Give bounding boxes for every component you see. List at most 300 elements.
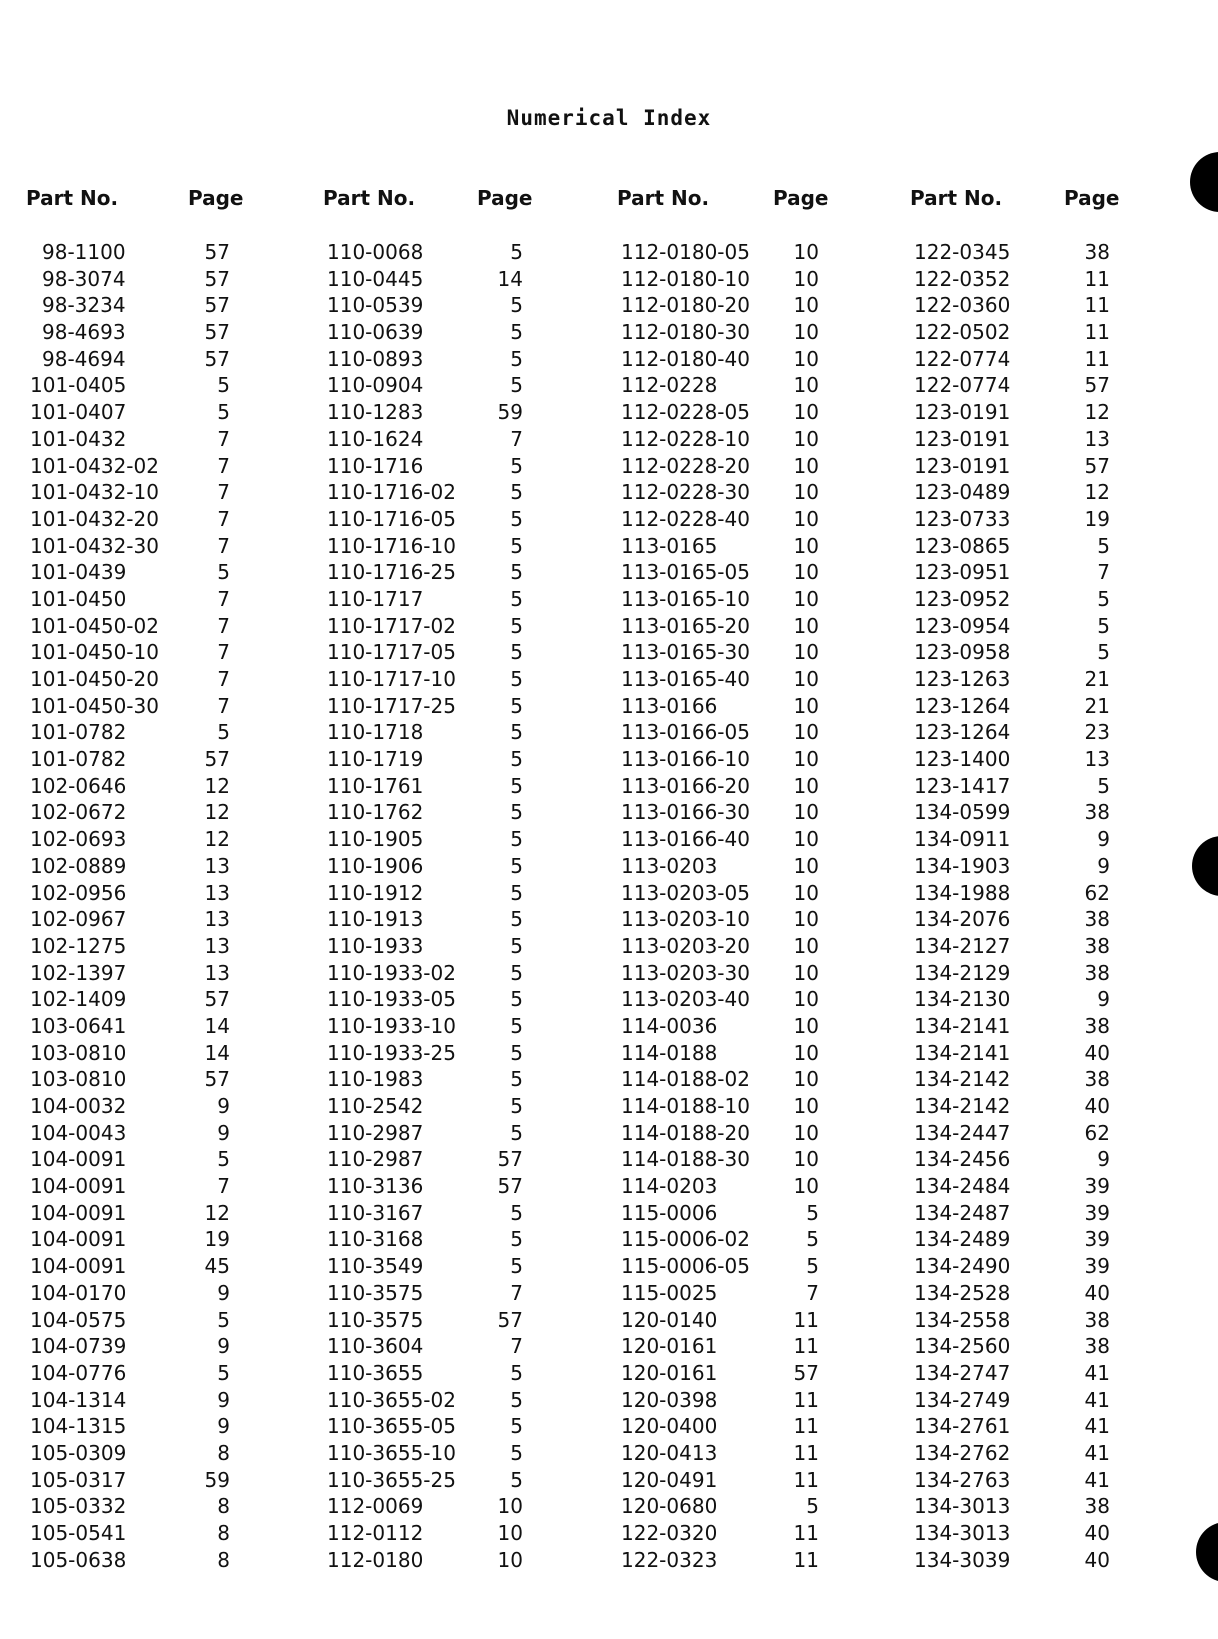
page-number: 7	[217, 667, 230, 691]
part-number: 122-0320	[621, 1521, 718, 1545]
part-number: 101-0782	[30, 747, 127, 772]
page-number: 9	[217, 1094, 230, 1118]
page-number: 7	[217, 693, 230, 718]
part-number: 103-0641	[30, 1013, 127, 1038]
part-number: 134-2528	[914, 1280, 1011, 1305]
part-number: 113-0165-20	[621, 613, 750, 638]
part-number: 110-1912	[327, 880, 424, 905]
part-number: 102-0672	[30, 800, 127, 825]
part-number: 113-0203	[621, 853, 718, 878]
part-number: 110-1716-25	[327, 560, 456, 585]
part-number: 110-0639	[327, 320, 424, 345]
page-number: 40	[1084, 1094, 1110, 1118]
part-number: 134-2129	[914, 960, 1011, 985]
part-number: 113-0166-10	[621, 747, 750, 772]
page-number: 5	[510, 240, 523, 264]
page-number: 11	[1084, 346, 1110, 371]
part-number: 114-0203	[621, 1174, 718, 1199]
page-number: 10	[793, 240, 819, 264]
page-number: 10	[793, 640, 819, 665]
page-number: 10	[793, 480, 819, 505]
part-no-header: Part No.	[26, 186, 119, 210]
page-number: 7	[217, 586, 230, 611]
page-number: 5	[510, 480, 523, 505]
part-number: 123-0952	[914, 586, 1011, 611]
part-number: 110-0904	[327, 373, 424, 398]
part-number: 120-0161	[621, 1360, 718, 1385]
page-number: 12	[204, 800, 230, 825]
part-number: 123-0191	[914, 426, 1011, 451]
page-number: 11	[1084, 320, 1110, 345]
page-number: 11	[793, 1334, 819, 1359]
page-header: Page	[773, 186, 829, 210]
page-number: 10	[497, 1494, 523, 1519]
page-number: 7	[1097, 560, 1110, 585]
part-number: 115-0006-02	[621, 1227, 750, 1252]
page-number: 9	[217, 1120, 230, 1145]
page-number: 39	[1084, 1254, 1110, 1279]
page-number: 38	[1084, 907, 1110, 932]
part-number: 110-3167	[327, 1200, 424, 1225]
part-number: 134-2761	[914, 1414, 1011, 1439]
part-number: 112-0069	[327, 1494, 424, 1519]
page-number: 10	[793, 266, 819, 291]
page-number: 5	[806, 1494, 819, 1519]
part-number: 102-0693	[30, 827, 127, 852]
part-number: 101-0450-30	[30, 693, 159, 718]
page-number: 10	[497, 1521, 523, 1545]
part-number: 110-0539	[327, 293, 424, 318]
page-number: 41	[1084, 1414, 1110, 1439]
part-number: 110-3549	[327, 1254, 424, 1279]
part-number: 112-0180-10	[621, 266, 750, 291]
page-number: 5	[217, 373, 230, 398]
page-title: Numerical Index	[506, 106, 712, 130]
page-number: 13	[204, 880, 230, 905]
part-number: 110-1933-25	[327, 1040, 456, 1065]
page-number: 57	[204, 266, 230, 291]
part-number: 112-0180	[327, 1547, 424, 1572]
page-number: 5	[217, 400, 230, 425]
page-number: 62	[1084, 1120, 1110, 1145]
page-number: 57	[497, 1174, 523, 1199]
page-number: 8	[217, 1494, 230, 1519]
part-number: 123-1263	[914, 667, 1011, 691]
page-number: 5	[510, 800, 523, 825]
page-number: 10	[793, 533, 819, 558]
page-number: 5	[510, 293, 523, 318]
page-number: 5	[217, 720, 230, 745]
page-number: 5	[510, 827, 523, 852]
part-number: 104-0091	[30, 1227, 127, 1252]
part-number: 113-0165-30	[621, 640, 750, 665]
page-number: 5	[510, 560, 523, 585]
part-number: 134-0599	[914, 800, 1011, 825]
page-number: 5	[510, 720, 523, 745]
part-number: 113-0165-10	[621, 586, 750, 611]
page-number: 41	[1084, 1467, 1110, 1492]
page-number: 10	[793, 586, 819, 611]
page-number: 5	[1097, 586, 1110, 611]
part-number: 104-0091	[30, 1200, 127, 1225]
part-number: 105-0317	[30, 1467, 127, 1492]
part-number: 110-1933-02	[327, 960, 456, 985]
page-number: 11	[1084, 293, 1110, 318]
part-number: 123-1400	[914, 747, 1011, 772]
page-number: 11	[793, 1467, 819, 1492]
part-number: 120-0680	[621, 1494, 718, 1519]
page-number: 5	[510, 1094, 523, 1118]
part-number: 134-0911	[914, 827, 1011, 852]
page-number: 9	[1097, 853, 1110, 878]
part-number: 110-3655-25	[327, 1467, 456, 1492]
part-number: 134-1988	[914, 880, 1011, 905]
page-number: 11	[793, 1440, 819, 1465]
page-number: 8	[217, 1440, 230, 1465]
part-number: 110-3575	[327, 1280, 424, 1305]
page-number: 57	[793, 1360, 819, 1385]
part-number: 102-0956	[30, 880, 127, 905]
page-number: 57	[204, 320, 230, 345]
part-number: 122-0345	[914, 240, 1011, 264]
part-number: 114-0188-10	[621, 1094, 750, 1118]
part-number: 98-4693	[42, 320, 126, 345]
part-number: 134-2560	[914, 1334, 1011, 1359]
part-number: 104-1315	[30, 1414, 127, 1439]
part-number: 104-0575	[30, 1307, 127, 1332]
part-number: 113-0166	[621, 693, 718, 718]
page-number: 10	[793, 960, 819, 985]
page-number: 7	[217, 506, 230, 531]
part-number: 134-2490	[914, 1254, 1011, 1279]
page-number: 5	[1097, 773, 1110, 798]
part-number: 110-3655-02	[327, 1387, 456, 1412]
page-number: 10	[793, 453, 819, 478]
page-number: 57	[204, 346, 230, 371]
part-number: 102-1397	[30, 960, 127, 985]
part-number: 113-0166-20	[621, 773, 750, 798]
part-number: 102-1275	[30, 933, 127, 958]
page-number: 5	[510, 1467, 523, 1492]
page-number: 11	[793, 1547, 819, 1572]
part-number: 134-2484	[914, 1174, 1011, 1199]
page-number: 9	[1097, 987, 1110, 1012]
page-number: 8	[217, 1547, 230, 1572]
page-number: 12	[204, 827, 230, 852]
page-number: 10	[793, 987, 819, 1012]
page-number: 5	[510, 533, 523, 558]
part-number: 102-1409	[30, 987, 127, 1012]
page-number: 38	[1084, 1334, 1110, 1359]
part-number: 103-0810	[30, 1067, 127, 1092]
page-number: 39	[1084, 1174, 1110, 1199]
page-number: 38	[1084, 960, 1110, 985]
page-number: 5	[510, 987, 523, 1012]
part-number: 122-0774	[914, 373, 1011, 398]
page-number: 21	[1084, 667, 1110, 691]
page-number: 38	[1084, 1013, 1110, 1038]
page-number: 5	[510, 773, 523, 798]
part-number: 113-0203-20	[621, 933, 750, 958]
part-number: 110-1717-02	[327, 613, 456, 638]
part-number: 110-3655	[327, 1360, 424, 1385]
page-number: 5	[510, 960, 523, 985]
part-number: 112-0180-30	[621, 320, 750, 345]
page-number: 13	[204, 907, 230, 932]
page-number: 5	[806, 1227, 819, 1252]
page-number: 14	[497, 266, 523, 291]
part-number: 134-3013	[914, 1494, 1011, 1519]
page-number: 5	[510, 1414, 523, 1439]
page-number: 38	[1084, 1067, 1110, 1092]
part-number: 113-0166-30	[621, 800, 750, 825]
page-number: 12	[1084, 400, 1110, 425]
page-number: 9	[1097, 1147, 1110, 1172]
part-number: 110-3575	[327, 1307, 424, 1332]
part-number: 110-3604	[327, 1334, 424, 1359]
part-number: 120-0413	[621, 1440, 718, 1465]
page-number: 10	[793, 667, 819, 691]
page-number: 5	[510, 320, 523, 345]
part-number: 104-0170	[30, 1280, 127, 1305]
page-number: 19	[1084, 506, 1110, 531]
page-number: 5	[217, 1360, 230, 1385]
page-number: 38	[1084, 1494, 1110, 1519]
part-number: 134-1903	[914, 853, 1011, 878]
part-number: 110-0068	[327, 240, 424, 264]
part-number: 112-0228-20	[621, 453, 750, 478]
page-number: 5	[217, 1307, 230, 1332]
part-number: 110-2987	[327, 1147, 424, 1172]
page-number: 10	[793, 320, 819, 345]
page-number: 10	[793, 426, 819, 451]
part-number: 102-0889	[30, 853, 127, 878]
page-number: 7	[510, 1280, 523, 1305]
part-number: 134-2142	[914, 1094, 1011, 1118]
punch-hole-middle	[1192, 836, 1218, 896]
part-number: 134-2127	[914, 933, 1011, 958]
page-number: 10	[793, 613, 819, 638]
page-number: 11	[793, 1387, 819, 1412]
page-number: 10	[793, 1094, 819, 1118]
part-number: 134-3013	[914, 1521, 1011, 1545]
part-number: 104-0739	[30, 1334, 127, 1359]
part-number: 134-2763	[914, 1467, 1011, 1492]
part-number: 110-1717	[327, 586, 424, 611]
page-number: 38	[1084, 240, 1110, 264]
page-number: 10	[793, 1120, 819, 1145]
page-number: 5	[510, 693, 523, 718]
part-number: 101-0450-02	[30, 613, 159, 638]
page-number: 19	[204, 1227, 230, 1252]
part-number: 120-0140	[621, 1307, 718, 1332]
page-number: 21	[1084, 693, 1110, 718]
part-number: 112-0228-10	[621, 426, 750, 451]
part-number: 101-0450-20	[30, 667, 159, 691]
part-number: 110-1913	[327, 907, 424, 932]
part-number: 110-1624	[327, 426, 424, 451]
part-number: 134-2487	[914, 1200, 1011, 1225]
page-number: 7	[510, 426, 523, 451]
part-number: 115-0025	[621, 1280, 718, 1305]
page-number: 10	[793, 1040, 819, 1065]
page-number: 7	[217, 640, 230, 665]
page-number: 11	[1084, 266, 1110, 291]
part-number: 112-0112	[327, 1521, 424, 1545]
part-number: 122-0360	[914, 293, 1011, 318]
page-number: 5	[510, 506, 523, 531]
part-number: 112-0180-20	[621, 293, 750, 318]
part-number: 101-0432-10	[30, 480, 159, 505]
page-number: 9	[217, 1387, 230, 1412]
part-number: 110-1933-10	[327, 1013, 456, 1038]
part-number: 114-0188-02	[621, 1067, 750, 1092]
page-number: 13	[204, 933, 230, 958]
page-number: 10	[497, 1547, 523, 1572]
page-number: 5	[1097, 613, 1110, 638]
part-number: 110-1718	[327, 720, 424, 745]
part-number: 102-0967	[30, 907, 127, 932]
part-number: 98-3234	[42, 293, 126, 318]
page-number: 45	[204, 1254, 230, 1279]
part-number: 110-1716	[327, 453, 424, 478]
page-number: 23	[1084, 720, 1110, 745]
page-number: 39	[1084, 1227, 1110, 1252]
part-number: 110-1717-05	[327, 640, 456, 665]
part-number: 122-0323	[621, 1547, 718, 1572]
page-number: 5	[510, 1440, 523, 1465]
page-number: 7	[217, 613, 230, 638]
page-number: 41	[1084, 1440, 1110, 1465]
punch-hole-top	[1190, 152, 1218, 212]
page-number: 5	[510, 907, 523, 932]
page-header: Page	[1064, 186, 1120, 210]
page-number: 5	[510, 640, 523, 665]
page-number: 10	[793, 506, 819, 531]
part-number: 112-0180-40	[621, 346, 750, 371]
part-number: 113-0203-10	[621, 907, 750, 932]
page-number: 8	[217, 1521, 230, 1545]
page-number: 39	[1084, 1200, 1110, 1225]
part-no-header: Part No.	[617, 186, 710, 210]
part-number: 105-0638	[30, 1547, 127, 1572]
page-number: 13	[1084, 747, 1110, 772]
page-number: 10	[793, 293, 819, 318]
part-number: 122-0352	[914, 266, 1011, 291]
page-number: 10	[793, 373, 819, 398]
page-number: 5	[510, 747, 523, 772]
part-number: 123-0954	[914, 613, 1011, 638]
page-number: 40	[1084, 1280, 1110, 1305]
page-number: 10	[793, 853, 819, 878]
page-number: 7	[510, 1334, 523, 1359]
part-number: 110-2987	[327, 1120, 424, 1145]
page-number: 5	[1097, 533, 1110, 558]
part-number: 134-2447	[914, 1120, 1011, 1145]
part-number: 101-0432-20	[30, 506, 159, 531]
page-number: 10	[793, 1174, 819, 1199]
part-number: 112-0228-30	[621, 480, 750, 505]
part-number: 122-0502	[914, 320, 1011, 345]
page-header: Page	[188, 186, 244, 210]
page-number: 5	[510, 880, 523, 905]
page-number: 14	[204, 1040, 230, 1065]
page-number: 5	[510, 1013, 523, 1038]
page-number: 5	[510, 1067, 523, 1092]
page-number: 10	[793, 773, 819, 798]
page-number: 41	[1084, 1360, 1110, 1385]
part-number: 101-0439	[30, 560, 127, 585]
part-number: 134-2141	[914, 1040, 1011, 1065]
page-number: 11	[793, 1307, 819, 1332]
page-number: 10	[793, 560, 819, 585]
part-number: 110-1933	[327, 933, 424, 958]
part-number: 123-0958	[914, 640, 1011, 665]
part-number: 101-0432-02	[30, 453, 159, 478]
page-number: 57	[204, 293, 230, 318]
page-number: 57	[497, 1147, 523, 1172]
page-number: 10	[793, 933, 819, 958]
page-number: 13	[204, 960, 230, 985]
part-number: 134-2489	[914, 1227, 1011, 1252]
page-number: 10	[793, 1013, 819, 1038]
part-number: 122-0774	[914, 346, 1011, 371]
part-number: 113-0203-05	[621, 880, 750, 905]
part-number: 123-0489	[914, 480, 1011, 505]
page-number: 10	[793, 747, 819, 772]
part-number: 102-0646	[30, 773, 127, 798]
page-number: 10	[793, 1067, 819, 1092]
page-number: 62	[1084, 880, 1110, 905]
page-number: 57	[204, 747, 230, 772]
page-number: 5	[510, 613, 523, 638]
part-number: 101-0450	[30, 586, 127, 611]
part-number: 101-0432-30	[30, 533, 159, 558]
page-number: 7	[217, 453, 230, 478]
page-number: 12	[1084, 480, 1110, 505]
part-number: 134-3039	[914, 1547, 1011, 1572]
page-number: 5	[510, 933, 523, 958]
page-number: 9	[217, 1414, 230, 1439]
part-number: 113-0165-40	[621, 667, 750, 691]
page-number: 5	[510, 1360, 523, 1385]
page-number: 7	[217, 426, 230, 451]
page-number: 59	[204, 1467, 230, 1492]
page-number: 57	[1084, 373, 1110, 398]
part-number: 134-2747	[914, 1360, 1011, 1385]
part-number: 114-0036	[621, 1013, 718, 1038]
page-number: 10	[793, 880, 819, 905]
part-number: 115-0006	[621, 1200, 718, 1225]
page-number: 5	[217, 1147, 230, 1172]
punch-hole-bottom	[1196, 1522, 1218, 1582]
part-number: 98-3074	[42, 266, 126, 291]
part-number: 105-0309	[30, 1440, 127, 1465]
page-number: 5	[510, 853, 523, 878]
part-number: 104-0091	[30, 1174, 127, 1199]
part-number: 110-1933-05	[327, 987, 456, 1012]
page-number: 12	[204, 773, 230, 798]
page-number: 41	[1084, 1387, 1110, 1412]
page-number: 40	[1084, 1547, 1110, 1572]
part-number: 110-1905	[327, 827, 424, 852]
part-number: 134-2142	[914, 1067, 1011, 1092]
part-number: 113-0203-30	[621, 960, 750, 985]
part-number: 110-3655-10	[327, 1440, 456, 1465]
page-number: 40	[1084, 1040, 1110, 1065]
page-number: 7	[217, 533, 230, 558]
part-number: 123-1264	[914, 693, 1011, 718]
